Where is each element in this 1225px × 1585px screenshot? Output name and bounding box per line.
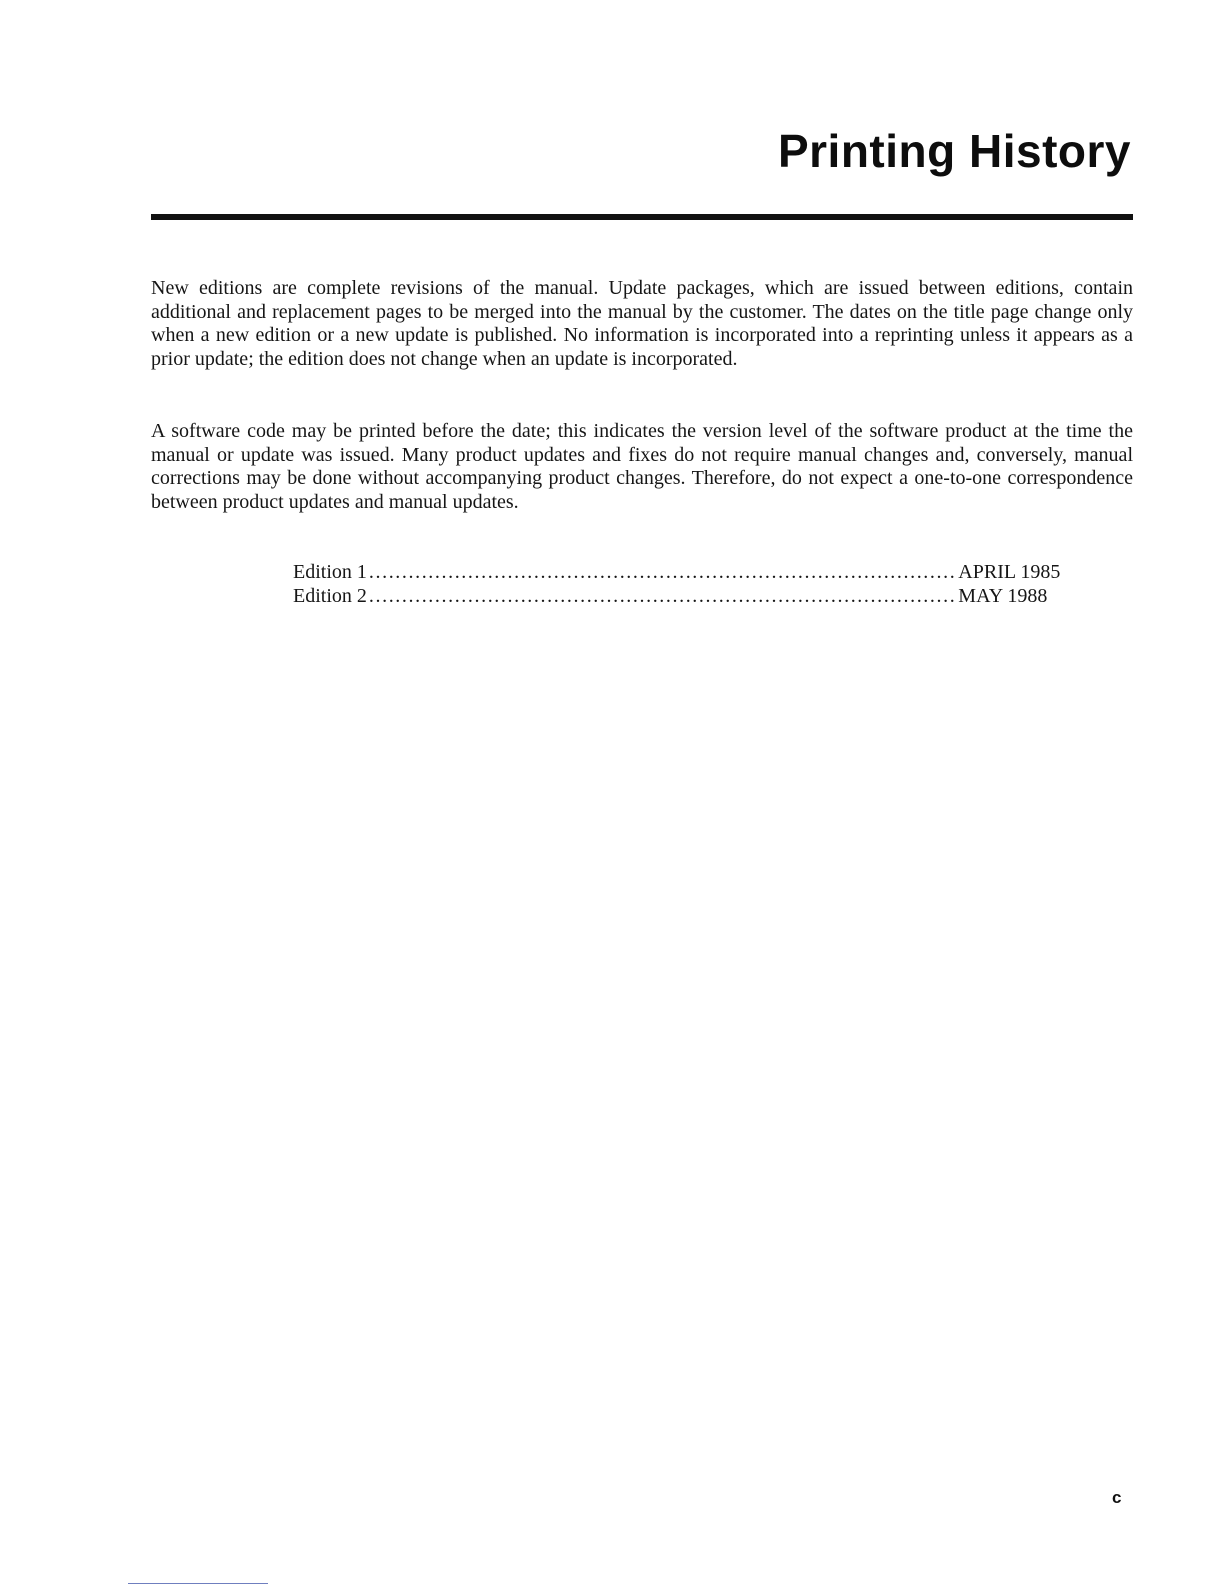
paragraph-editions: New editions are complete revisions of the manual. Update packages, which are issued between editions, contain additional and replacement pages to be merged into the manual by the customer. The dates on the title page change only when a new edition or a new update is published. No information is incorporated into a reprinting unless it appears as a prior update; the edition does not change when an update is incorporated. — [151, 277, 1133, 370]
dot-leader: ......................................................................................... — [368, 561, 957, 583]
edition-date: MAY 1988 — [958, 585, 1048, 607]
dot-leader: ......................................................................................... — [368, 585, 957, 607]
edition-row — [293, 560, 1061, 584]
edition-label: Edition 2 — [293, 585, 367, 607]
title-rule — [151, 214, 1133, 220]
paragraph-software-code: A software code may be printed before the date; this indicates the version level of the software product at the time the manual or update was issued. Many product updates and fixes do not require manual changes and, conversely, manual corrections may be done without accompanying product changes. Therefore, do not expect a one-to-one correspondence between product updates and manual updates. — [151, 420, 1133, 513]
scan-artifact-line — [128, 1583, 268, 1584]
edition-list — [293, 560, 1061, 608]
edition-date: APRIL 1985 — [958, 561, 1061, 583]
edition-label: Edition 1 — [293, 561, 367, 583]
edition-row — [293, 584, 1048, 608]
page-title: Printing History — [777, 125, 1131, 177]
page-number: c — [1112, 1488, 1122, 1507]
